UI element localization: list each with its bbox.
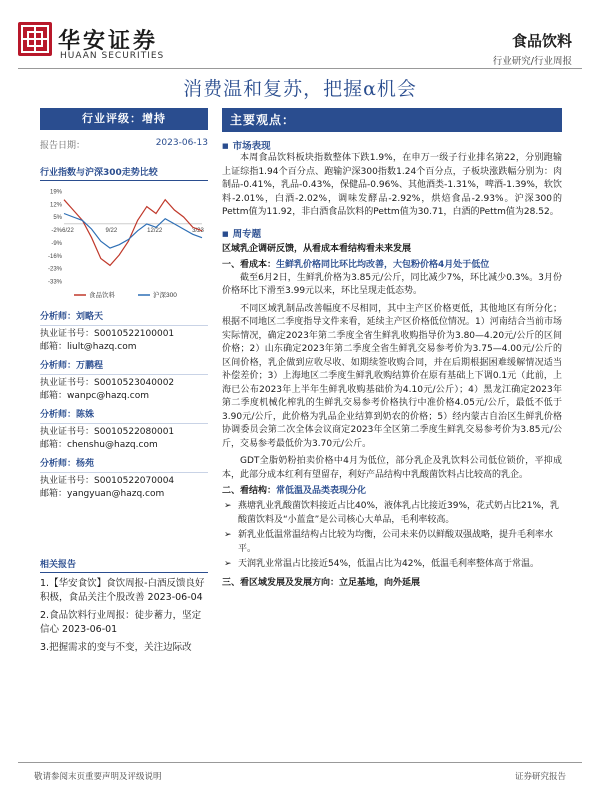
- structure-item: ➢ 天润乳业常温占比接近54%，低温占比为42%，低温毛利率整体高于常温。: [222, 558, 562, 572]
- y-tick-label: -9%: [51, 240, 62, 247]
- topic-heading: ■ 周专题: [222, 226, 562, 240]
- footer-divider: [18, 762, 582, 763]
- analyst-email[interactable]: 邮箱：wanpc@hazq.com: [40, 391, 149, 401]
- structure-item: ➢ 新乳业低温常温结构占比较为均衡，公司未来仍以鲜酸双强战略，提升毛利率水平。: [222, 529, 562, 556]
- related-reports-title: 相关报告: [40, 557, 208, 573]
- left-sidebar: [40, 108, 208, 655]
- analyst-email[interactable]: 邮箱：chenshu@hazq.com: [40, 440, 158, 450]
- analyst-cert: 执业证书号：S0010522100001: [40, 329, 175, 339]
- key-points-banner: 主要观点：: [222, 108, 562, 132]
- x-tick-label: 12/22: [147, 227, 163, 234]
- related-report-link[interactable]: 3.把握需求的变与不变，关注边际改: [40, 642, 192, 653]
- y-tick-label: 5%: [53, 215, 62, 222]
- topic-title: 区域乳企调研反馈，从看成本看结构看未来发展: [222, 243, 412, 254]
- section-1-paragraph-3: GDT全脂奶粉拍卖价格中4月为低位，部分乳企及乳饮料公司低位锁价，平抑成本，此部分成本红利有望留存，利好产品结构中乳酸菌饮料占比较高的乳企。: [222, 456, 562, 480]
- footer-label: 证券研究报告: [514, 772, 566, 782]
- logo-text-cn: 华安证券: [58, 28, 159, 54]
- section-2-heading: [222, 484, 562, 498]
- rating-value: 增持: [142, 112, 166, 125]
- analyst-email[interactable]: 邮箱：liult@hazq.com: [40, 342, 137, 352]
- analyst-block: [40, 311, 208, 354]
- section-1-heading: [222, 258, 562, 272]
- structure-item: ➢ 燕塘乳业乳酸菌饮料接近占比40%，液体乳占比接近39%，花式奶占比21%，乳酸菌饮料及“小蓝盒”是公司核心大单品，毛利率较高。: [222, 500, 562, 527]
- date-label: 报告日期：: [40, 141, 86, 151]
- section-1-paragraph: 截至6月2日，生鲜乳价格为3.85元/公斤，同比减少7%，环比减少0.3%。3月份价格环比下滑至3.99元以来，环比呈现走低态势。: [222, 272, 562, 296]
- x-tick-label: 3/23: [192, 227, 204, 234]
- report-type-label: 行业研究/行业周报: [492, 56, 572, 67]
- analyst-cert: 执业证书号：S0010522080001: [40, 427, 175, 437]
- analyst-role: 分析师：杨苑: [40, 458, 208, 473]
- report-date-row: [40, 138, 208, 151]
- x-tick-label: 9/22: [105, 227, 118, 234]
- rating-banner: [40, 108, 208, 130]
- section-3-heading: 三、看区域发展及发展方向：立足基地，向外延展: [222, 577, 421, 588]
- analyst-block: [40, 458, 208, 501]
- analyst-block: [40, 409, 208, 452]
- section-2-label: 二、看结构：: [222, 486, 277, 496]
- rating-label: 行业评级：: [82, 112, 142, 125]
- market-heading: ■ 市场表现: [222, 138, 562, 152]
- legend-label: 食品饮料: [89, 292, 115, 299]
- y-tick-label: 12%: [49, 202, 62, 209]
- section-1-label: 一、看成本：: [222, 259, 277, 270]
- analyst-cert: 执业证书号：S0010522070004: [40, 476, 175, 486]
- y-tick-label: 19%: [49, 189, 62, 196]
- section-2-highlight: 常低温及品类表现分化: [276, 486, 367, 496]
- x-tick-label: 6/22: [62, 227, 74, 234]
- y-tick-label: -16%: [47, 253, 62, 260]
- main-content: [222, 108, 562, 590]
- date-value: 2023-06-13: [155, 138, 208, 148]
- sector-label: 食品饮料: [511, 32, 572, 50]
- analyst-cert: 执业证书号：S0010523040002: [40, 378, 175, 388]
- related-report-link[interactable]: 1.【华安食饮】食饮周报-白酒反馈良好积极，食品关注个股改善 2023-06-04: [40, 578, 205, 603]
- section-1-highlight: 生鲜乳价格同比环比均改善，大包粉价格4月处于低位: [276, 259, 490, 270]
- chart-title: 行业指数与沪深300走势比较: [40, 165, 208, 181]
- legend-label: 沪深300: [153, 292, 177, 299]
- related-report-link[interactable]: 2.食品饮料行业周报：徒步蓄力，坚定信心 2023-06-01: [40, 610, 202, 635]
- y-tick-label: -2%: [51, 228, 62, 235]
- footer-disclaimer[interactable]: 敬请参阅末页重要声明及评级说明: [34, 772, 162, 782]
- logo-text-en: HUAAN SECURITIES: [60, 51, 165, 61]
- page-title: 消费温和复苏，把握α机会: [183, 78, 417, 100]
- analyst-block: [40, 360, 208, 403]
- market-paragraph: 本周食品饮料板块指数整体下跌1.9%，在申万一级子行业排名第22，分别跑输上证综指1.94个百分点、跑输沪深300指数1.24个百分点，子板块涨跌幅分别为：肉制品-0.41%，乳品-0.43%，保健品-0.96%、其他酒类-1.31%，啤酒-1.39%，软饮料-2.01%，白酒-2.02%，调味发酵品-2.92%，烘焙食品-2.93%。沪深300的Pettm值为11.92，非白酒食品饮料的Pettm值为30.71，白酒的Pettm值为28.52。: [222, 153, 562, 217]
- section-1-paragraph-2: 不同区域乳制品改善幅度不尽相同，其中主产区价格更低，其他地区有所分化；根据不同地区二季度指导文件来看，延续主产区价格低位情况。1）河南结合当前市场实际情况，确定2023年第二季度全省生鲜乳收购指导价为3.80—4.20元/公斤的区间价格；2）山东确定2023年第二季度全省生鲜乳交易参考价为3.75—4.00元/公斤的区间价格，乳企做到应收尽收、如期续签收购合同，并在后期根据困难缓解情况适当补偿差价；3）上海地区二季度生鲜乳收购结算价在原有基础上下调0.1元（此前，上海已公布2023年上半年生鲜乳收购基础价为4.10元/公斤）；4）黑龙江确定2023年第二季度机械化榨乳的生鲜乳交易参考价格执行中准价格4.05元/公斤，最低不低于3.90元/公斤，此价格为乳品企业结算到奶农的价格；5）经内蒙古自治区生鲜乳价格协调委员会第二次全体会议商定2023年全区第二季度生鲜乳交易参考价为3.85元/公斤，交易参考最低价为3.70元/公斤。: [222, 303, 562, 449]
- analyst-role: 分析师：刘略天: [40, 311, 208, 326]
- page-header: [0, 0, 600, 70]
- y-tick-label: -33%: [47, 279, 62, 286]
- analyst-role: 分析师：陈姝: [40, 409, 208, 424]
- analyst-role: 分析师：万鹏程: [40, 360, 208, 375]
- index-trend-chart: [40, 185, 208, 305]
- analyst-email[interactable]: 邮箱：yangyuan@hazq.com: [40, 489, 165, 499]
- trend-chart-svg: [40, 185, 208, 305]
- series-line-food-beverage: [64, 200, 202, 266]
- y-tick-label: -23%: [47, 266, 62, 273]
- huaan-logo-icon: [18, 22, 52, 56]
- header-divider: [18, 68, 582, 69]
